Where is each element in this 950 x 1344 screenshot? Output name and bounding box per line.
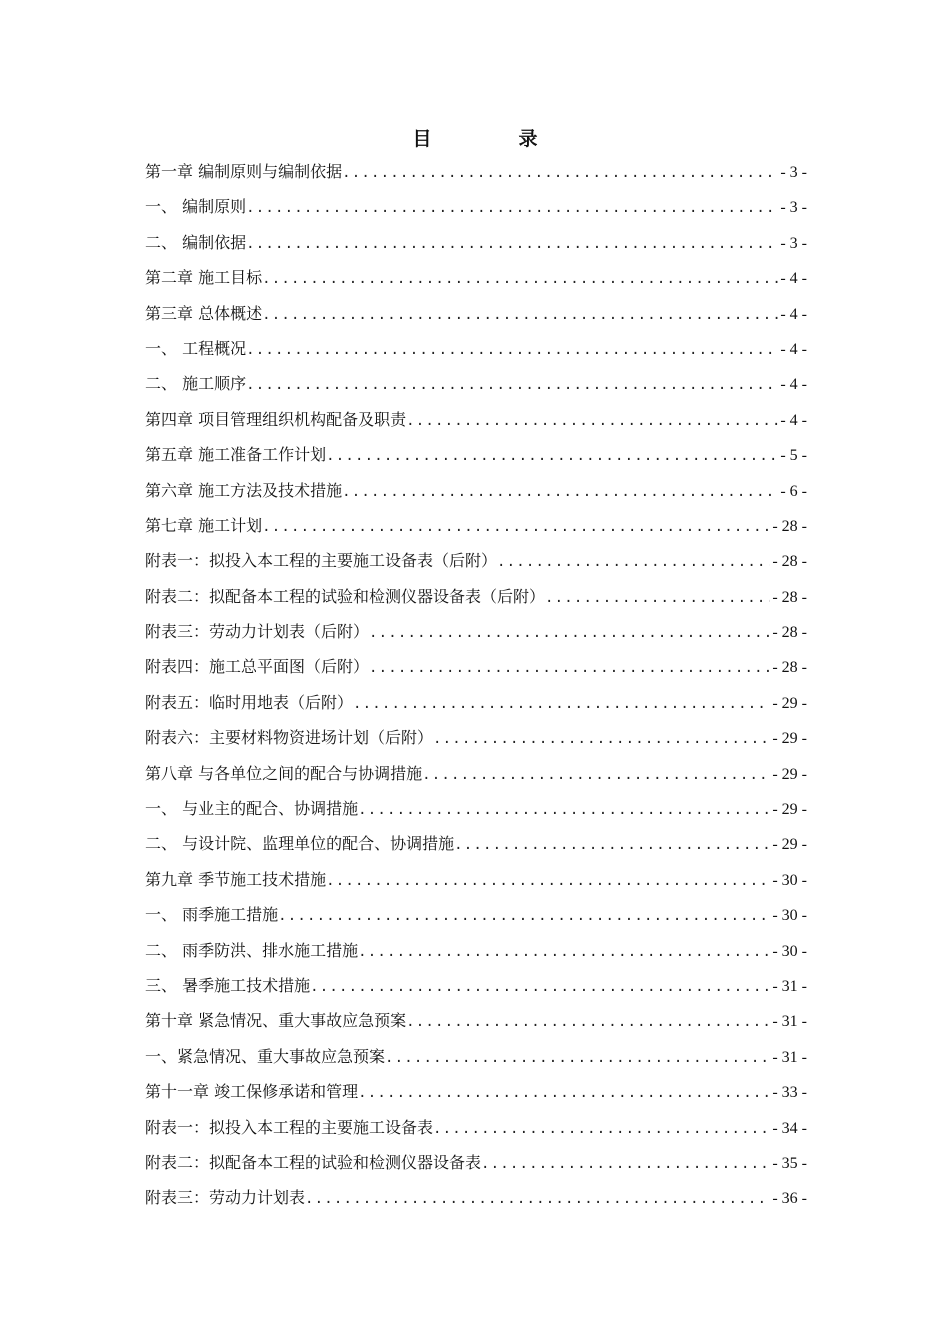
toc-entry[interactable] <box>145 614 807 649</box>
toc-dot-leader <box>369 651 770 686</box>
toc-entry-page-number: - 5 - <box>780 447 807 465</box>
toc-title: 目 录 <box>412 128 572 150</box>
toc-entry[interactable] <box>145 543 807 578</box>
toc-dot-leader <box>481 1147 770 1182</box>
toc-entry[interactable] <box>145 1039 807 1074</box>
toc-entry-label: 附表一：拟投入本工程的主要施工设备表（后附） <box>145 551 498 571</box>
toc-dot-leader <box>406 1005 770 1040</box>
toc-entry-label: 二、 雨季防洪、排水施工措施 <box>145 940 359 960</box>
toc-dot-leader <box>369 616 770 651</box>
toc-entry[interactable] <box>145 1145 807 1180</box>
toc-entry-label: 一、 雨季施工措施 <box>145 905 279 925</box>
toc-entry-page-number: - 6 - <box>780 482 807 500</box>
toc-entry-page-number: - 28 - <box>772 659 807 677</box>
toc-dot-leader <box>353 687 770 722</box>
toc-entry[interactable] <box>145 331 807 366</box>
toc-entry[interactable] <box>145 579 807 614</box>
toc-entry[interactable] <box>145 473 807 508</box>
toc-entry[interactable] <box>145 296 807 331</box>
toc-entry[interactable] <box>145 791 807 826</box>
toc-entry-page-number: - 29 - <box>772 730 807 748</box>
toc-entry-label: 第二章 施工目标 <box>145 268 263 288</box>
toc-entry-page-number: - 30 - <box>772 871 807 889</box>
toc-entry[interactable] <box>145 756 807 791</box>
toc-entry-label: 第十章 紧急情况、重大事故应急预案 <box>145 1011 407 1031</box>
toc-entry-page-number: - 28 - <box>772 588 807 606</box>
toc-entry[interactable] <box>145 508 807 543</box>
toc-entry-label: 二、 与设计院、监理单位的配合、协调措施 <box>145 834 455 854</box>
toc-entry-label: 三、 暑季施工技术措施 <box>145 975 311 995</box>
toc-entry-page-number: - 29 - <box>772 801 807 819</box>
toc-entry-label: 二、 编制依据 <box>145 232 247 252</box>
toc-entry[interactable] <box>145 189 807 224</box>
toc-entry-page-number: - 28 - <box>772 553 807 571</box>
toc-entry-page-number: - 3 - <box>780 234 807 252</box>
toc-dot-leader <box>262 298 778 333</box>
toc-entry-label: 第八章 与各单位之间的配合与协调措施 <box>145 763 423 783</box>
toc-entry-label: 第七章 施工计划 <box>145 515 263 535</box>
toc-list <box>145 154 807 1216</box>
toc-entry-page-number: - 3 - <box>780 199 807 217</box>
toc-dot-leader <box>246 368 778 403</box>
toc-entry-label: 附表二：拟配备本工程的试验和检测仪器设备表（后附） <box>145 586 546 606</box>
toc-entry[interactable] <box>145 225 807 260</box>
toc-dot-leader <box>433 1112 770 1147</box>
toc-entry-label: 附表四：施工总平面图（后附） <box>145 657 370 677</box>
toc-dot-leader <box>454 828 770 863</box>
toc-entry-label: 附表三：劳动力计划表（后附） <box>145 622 370 642</box>
toc-entry[interactable] <box>145 154 807 189</box>
toc-entry-label: 一、 与业主的配合、协调措施 <box>145 799 359 819</box>
toc-entry-label: 附表三：劳动力计划表 <box>145 1188 306 1208</box>
toc-entry-label: 第十一章 竣工保修承诺和管理 <box>145 1082 359 1102</box>
toc-entry-label: 一、紧急情况、重大事故应急预案 <box>145 1046 386 1066</box>
toc-entry-page-number: - 3 - <box>780 164 807 181</box>
toc-entry-page-number: - 4 - <box>780 270 807 288</box>
toc-entry-label: 附表五：临时用地表（后附） <box>145 692 354 712</box>
toc-dot-leader <box>246 227 778 262</box>
toc-entry-page-number: - 34 - <box>772 1119 807 1137</box>
toc-entry[interactable] <box>145 649 807 684</box>
toc-dot-leader <box>342 475 778 510</box>
toc-entry[interactable] <box>145 968 807 1003</box>
toc-dot-leader <box>433 722 770 757</box>
toc-dot-leader <box>246 191 778 226</box>
toc-entry[interactable] <box>145 826 807 861</box>
toc-dot-leader <box>326 439 778 474</box>
toc-entry-label: 第五章 施工准备工作计划 <box>145 445 327 465</box>
toc-entry-label: 第三章 总体概述 <box>145 303 263 323</box>
toc-entry[interactable] <box>145 862 807 897</box>
toc-entry-page-number: - 29 - <box>772 836 807 854</box>
toc-dot-leader <box>358 935 770 970</box>
toc-entry[interactable] <box>145 1110 807 1145</box>
toc-dot-leader <box>358 1076 770 1111</box>
toc-entry[interactable] <box>145 402 807 437</box>
toc-dot-leader <box>342 156 778 191</box>
toc-entry-page-number: - 35 - <box>772 1154 807 1172</box>
toc-entry[interactable] <box>145 1180 807 1215</box>
toc-entry[interactable] <box>145 933 807 968</box>
toc-entry-page-number: - 4 - <box>780 376 807 394</box>
toc-dot-leader <box>545 581 770 616</box>
toc-dot-leader <box>262 510 770 545</box>
toc-entry[interactable] <box>145 366 807 401</box>
toc-entry-page-number: - 4 - <box>780 305 807 323</box>
toc-entry-page-number: - 4 - <box>780 411 807 429</box>
toc-entry-page-number: - 36 - <box>772 1190 807 1208</box>
toc-entry-label: 附表六：主要材料物资进场计划（后附） <box>145 728 434 748</box>
toc-entry-page-number: - 30 - <box>772 907 807 925</box>
toc-entry-label: 一、 编制原则 <box>145 197 247 217</box>
toc-dot-leader <box>385 1041 770 1076</box>
toc-dot-leader <box>305 1182 770 1217</box>
toc-entry-page-number: - 30 - <box>772 942 807 960</box>
toc-entry-label: 第九章 季节施工技术措施 <box>145 869 327 889</box>
toc-dot-leader <box>358 793 770 828</box>
toc-entry-label: 附表二：拟配备本工程的试验和检测仪器设备表 <box>145 1152 482 1172</box>
toc-entry[interactable] <box>145 437 807 472</box>
toc-entry-page-number: - 4 - <box>780 340 807 358</box>
toc-dot-leader <box>262 262 778 297</box>
toc-entry-page-number: - 28 - <box>772 624 807 642</box>
toc-entry-page-number: - 31 - <box>772 1048 807 1066</box>
toc-dot-leader <box>326 864 770 899</box>
toc-entry[interactable] <box>145 685 807 720</box>
toc-entry-page-number: - 29 - <box>772 765 807 783</box>
toc-entry-page-number: - 31 - <box>772 977 807 995</box>
toc-entry-label: 第六章 施工方法及技术措施 <box>145 480 343 500</box>
toc-dot-leader <box>246 333 778 368</box>
toc-entry-label: 附表一：拟投入本工程的主要施工设备表 <box>145 1117 434 1137</box>
toc-dot-leader <box>406 404 778 439</box>
toc-entry-page-number: - 33 - <box>772 1084 807 1102</box>
toc-entry[interactable] <box>145 1003 807 1038</box>
toc-entry[interactable] <box>145 720 807 755</box>
toc-entry-label: 一、 工程概况 <box>145 338 247 358</box>
toc-entry[interactable] <box>145 897 807 932</box>
toc-entry-label: 二、 施工顺序 <box>145 374 247 394</box>
toc-entry-label: 第四章 项目管理组织机构配备及职责 <box>145 409 407 429</box>
toc-dot-leader <box>422 758 770 793</box>
toc-entry-page-number: - 29 - <box>772 694 807 712</box>
toc-entry-page-number: - 28 - <box>772 517 807 535</box>
toc-entry-page-number: - 31 - <box>772 1013 807 1031</box>
toc-dot-leader <box>497 545 770 580</box>
toc-entry-label: 第一章 编制原则与编制依据 <box>145 162 343 181</box>
toc-dot-leader <box>310 970 770 1005</box>
toc-entry[interactable] <box>145 260 807 295</box>
toc-entry[interactable] <box>145 1074 807 1109</box>
toc-dot-leader <box>278 899 770 934</box>
